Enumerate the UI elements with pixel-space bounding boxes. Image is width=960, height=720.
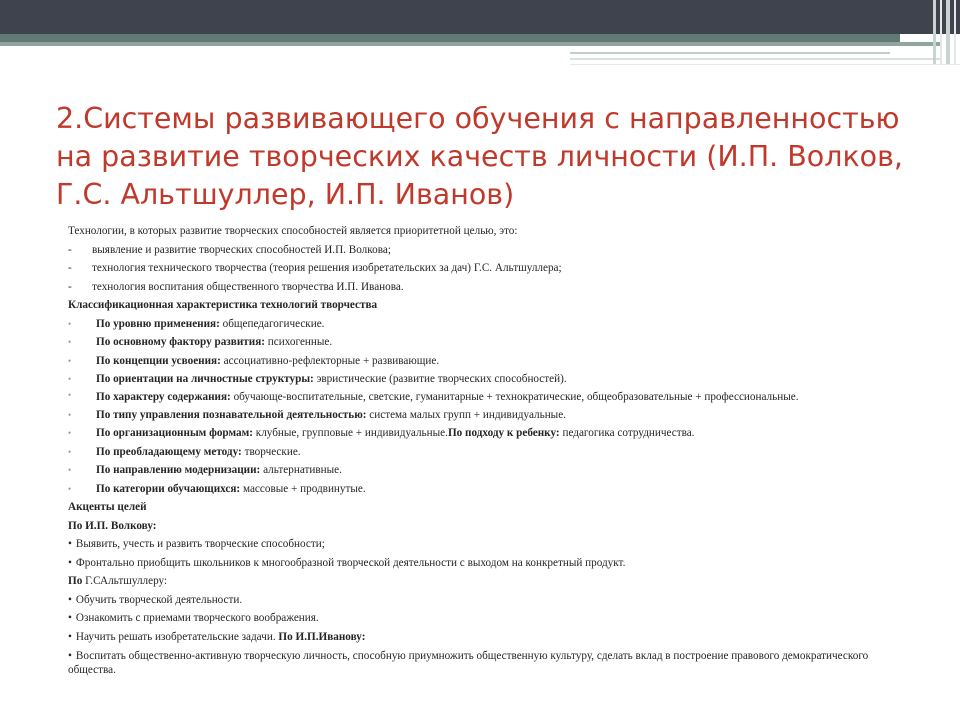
classification-item: • По направлению модернизации: альтернативные. — [68, 461, 908, 480]
volkov-goal: • Фронтально приобщить школьников к многообразной творческой деятельности с выходом на конкретный продукт. — [68, 556, 626, 569]
dash-item-text: технология воспитания общественного творчества И.П. Иванова. — [92, 280, 404, 293]
altshuller-goal: • Обучить творческой деятельности. — [68, 593, 243, 606]
dash-bullet: - — [68, 243, 72, 256]
header-bar — [0, 0, 960, 34]
bullet-icon: • — [68, 465, 72, 475]
classification-item: • По типу управления познавательной деятельностью: система малых групп + индивидуальные. — [68, 406, 908, 425]
decor-line — [570, 52, 890, 54]
classification-item: • По уровню применения: общепедагогические. — [68, 315, 908, 334]
decor-vertical-bar — [954, 0, 956, 64]
dash-bullet: - — [68, 280, 72, 293]
classification-item: • По концепции усвоения: ассоциативно-рефлекторные + развивающие. — [68, 352, 908, 371]
dash-item — [68, 241, 908, 260]
dash-item — [68, 278, 908, 297]
slide-body — [68, 222, 908, 677]
volkov-heading: По И.П. Волкову: — [68, 519, 157, 532]
bullet-icon: • — [68, 409, 72, 420]
ivanov-heading: По И.П.Иванову: — [278, 630, 366, 643]
dash-item — [68, 259, 908, 278]
bullet-icon: • — [68, 355, 72, 366]
classification-item: • По организационным формам: клубные, групповые + индивидуальные.По подходу к ребенку: педагогика сотрудничества. — [68, 424, 908, 443]
volkov-goal: • Выявить, учесть и развить творческие способности; — [68, 538, 325, 550]
classification-item: • По характеру содержания: обучающе-воспитательные, светские, гуманитарные + технократические, общеобразовательные + профессиональные. — [68, 389, 799, 403]
altshuller-heading: По Г.САльтшуллеру: — [68, 575, 168, 587]
dash-item-text: выявление и развитие творческих способностей И.П. Волкова; — [92, 243, 391, 256]
decor-line — [570, 64, 960, 65]
decor-vertical-bar — [940, 0, 942, 64]
bullet-icon: • — [68, 483, 72, 494]
altshuller-goal: • Ознакомить с приемами творческого воображения. — [68, 612, 319, 624]
decor-vertical-bar — [933, 0, 936, 64]
bullet-icon: • — [68, 318, 72, 329]
bullet-icon: • — [68, 374, 72, 384]
decor-line — [570, 58, 940, 60]
classification-heading: Классификационная характеристика технологий творчества — [68, 299, 378, 311]
classification-item: • По основному фактору развития: психогенные. — [68, 333, 908, 352]
classification-item: • По ориентации на личностные структуры: эвристические (развитие творческих способностей). — [68, 370, 908, 389]
bullet-icon: • — [68, 428, 72, 438]
decor-vertical-bar — [946, 0, 950, 64]
dash-item-text: технология технического творчества (теория решения изобретательских за дач) Г.С. Альтшуллера; — [92, 262, 562, 274]
classification-item: • По категории обучающихся: массовые + продвинутые. — [68, 480, 908, 499]
altshuller-goal: • Научить решать изобретательские задачи. По И.П.Иванову: — [68, 630, 366, 643]
intro-text: Технологии, в которых развитие творческих способностей является приоритетной целью, это: — [68, 225, 518, 237]
bullet-icon: • — [68, 337, 72, 347]
dash-bullet: - — [68, 262, 72, 274]
accents-heading: Акценты целей — [68, 501, 147, 513]
bullet-icon: • — [68, 446, 72, 457]
classification-item: • По преобладающему методу: творческие. — [68, 443, 908, 462]
ivanov-goal: • Воспитать общественно-активную творческую личность, способную приумножить общественную культуру, сделать вклад в построение правового демократического общества. — [68, 650, 869, 676]
header-accent-stripe-light — [0, 42, 940, 46]
header-accent-stripe — [0, 34, 900, 42]
bullet-icon: • — [68, 389, 72, 400]
slide-title: 2.Системы развивающего обучения с направленностью на развитие творческих качеств личности (И.П. Волков, Г.С. Альтшуллер, И.П. Иванов) — [56, 102, 903, 211]
